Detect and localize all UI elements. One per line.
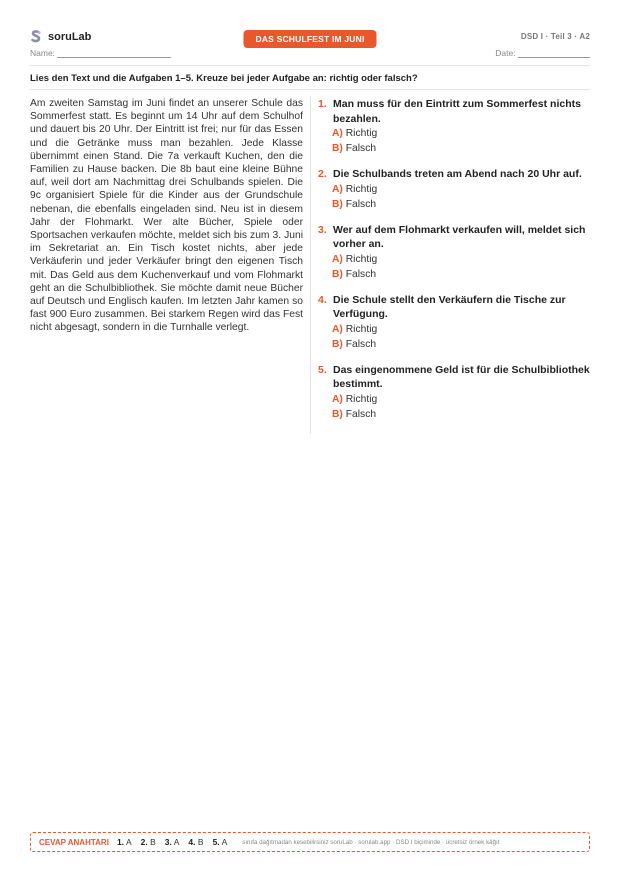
question-text: Man muss für den Eintritt zum Sommerfest nichts bezahlen. xyxy=(333,98,581,125)
worksheet-title: DAS SCHULFEST IM JUNI xyxy=(243,30,376,48)
option-a[interactable] xyxy=(332,252,593,267)
column-divider xyxy=(310,96,311,434)
option-text: Richtig xyxy=(345,323,378,335)
question-list xyxy=(318,97,593,433)
date-blank-line xyxy=(518,48,590,58)
answer-key-item: 4. B xyxy=(188,837,204,847)
option-text: Richtig xyxy=(345,393,378,405)
option-a[interactable] xyxy=(332,182,593,197)
option-letter: B) xyxy=(332,338,343,350)
option-text: Richtig xyxy=(345,128,378,139)
option-letter: A) xyxy=(332,253,343,265)
question-item xyxy=(318,223,593,282)
option-letter: A) xyxy=(332,323,343,335)
question-item xyxy=(318,293,593,352)
option-b[interactable] xyxy=(332,141,593,156)
name-blank-line xyxy=(57,48,171,58)
option-b[interactable] xyxy=(332,197,593,212)
option-a[interactable] xyxy=(332,322,593,337)
option-letter: A) xyxy=(332,393,343,405)
option-text: Falsch xyxy=(345,338,377,350)
option-text: Falsch xyxy=(345,408,377,420)
question-text: Die Schulbands treten am Abend nach 20 Uhr auf. xyxy=(333,168,582,180)
question-item xyxy=(318,167,593,212)
divider-top xyxy=(30,65,590,66)
answer-key-item: 1. A xyxy=(116,837,132,847)
name-field xyxy=(30,48,171,58)
option-a[interactable] xyxy=(332,126,593,141)
question-number: 4. xyxy=(318,293,327,306)
question-item xyxy=(318,97,593,156)
option-text: Richtig xyxy=(345,253,378,265)
option-text: Falsch xyxy=(345,143,377,154)
question-text: Wer auf dem Flohmarkt verkaufen will, meldet sich vorher an. xyxy=(333,223,586,250)
brand-logo xyxy=(30,30,91,44)
option-text: Falsch xyxy=(345,198,377,210)
question-text: Die Schule stellt den Verkäufern die Tische zur Verfügung. xyxy=(333,293,566,320)
question-number: 2. xyxy=(318,168,327,180)
option-letter: B) xyxy=(332,408,343,420)
answer-key-item: 2. B xyxy=(140,837,156,847)
option-text: Richtig xyxy=(345,183,378,195)
reading-text: Am zweiten Samstag im Juni findet an unserer Schule das Sommerfest statt. Es beginnt um 14 Uhr auf dem Schulhof und dauert bis 20 Uhr. Der Eintritt ist frei; nur für das Essen und die Getränke muss man bezahlen. Jede Klasse übernimmt einen Stand. Die 7a verkauft Kuchen, den die Familien zu Hause backen. Die 8b baut eine kleine Bühne auf, weil dort am Nachmittag drei Schulbands spielen. Die 9c organisiert Spiele für die Kinder aus der Grundschule nebenan, die ebenfalls eingeladen sind. Neu ist in diesem Jahr der Flohmarkt. Wer alte Bücher, Spiele oder Sportsachen verkaufen möchte, meldet sich bis zum 3. Juni im Sekretariat an. Ein Tisch kostet nichts, aber jede Verkäuferin und jeder Verkäufer bringt den eigenen Tisch mit. Das Geld aus dem Kuchenverkauf und vom Flohmarkt geht an die Schulbibliothek. Sie möchte damit neue Bücher auf Deutsch und Englisch kaufen. Im letzten Jahr kamen so fast 900 Euro zusammen. Bei starkem Regen wird das Fest nicht abgesagt, sondern in die Turnhalle verlegt. xyxy=(30,98,303,334)
sorulab-logo-icon xyxy=(30,30,42,44)
question-text: Das eingenommene Geld ist für die Schulbibliothek bestimmt. xyxy=(333,363,590,390)
brand-name: soruLab xyxy=(48,31,92,43)
option-b[interactable] xyxy=(332,407,593,422)
task-instruction: Lies den Text und die Aufgaben 1–5. Kreuze bei jeder Aufgabe an: richtig oder falsch? xyxy=(30,73,418,84)
answer-key-item: 3. A xyxy=(164,837,180,847)
exam-meta: DSD I · Teil 3 · A2 xyxy=(520,32,590,41)
option-b[interactable] xyxy=(332,337,593,352)
option-letter: A) xyxy=(332,183,343,195)
option-a[interactable] xyxy=(332,392,593,407)
name-label: Name: xyxy=(30,48,56,58)
question-number: 1. xyxy=(318,98,327,110)
answer-key-item: 5. A xyxy=(212,837,228,847)
option-letter: B) xyxy=(332,268,343,280)
option-b[interactable] xyxy=(332,267,593,282)
option-letter: A) xyxy=(332,128,343,139)
answer-key-label: CEVAP ANAHTARI xyxy=(39,837,109,847)
question-item xyxy=(318,363,593,422)
question-number: 5. xyxy=(318,363,327,376)
option-letter: B) xyxy=(332,143,343,154)
answer-key-note: sınıfa dağıtmadan kesebilirsiniz soruLab · sorulab.app · DSD I biçiminde · ücretsiz örnek kâğıt xyxy=(242,838,500,846)
date-field xyxy=(495,48,590,58)
divider-instruction xyxy=(30,89,590,90)
date-label: Date: xyxy=(495,48,516,58)
option-text: Falsch xyxy=(345,268,377,280)
option-letter: B) xyxy=(332,198,343,210)
page-header xyxy=(30,30,590,50)
name-date-row xyxy=(30,48,590,62)
question-number: 3. xyxy=(318,223,327,236)
answer-key-strip xyxy=(30,832,590,852)
